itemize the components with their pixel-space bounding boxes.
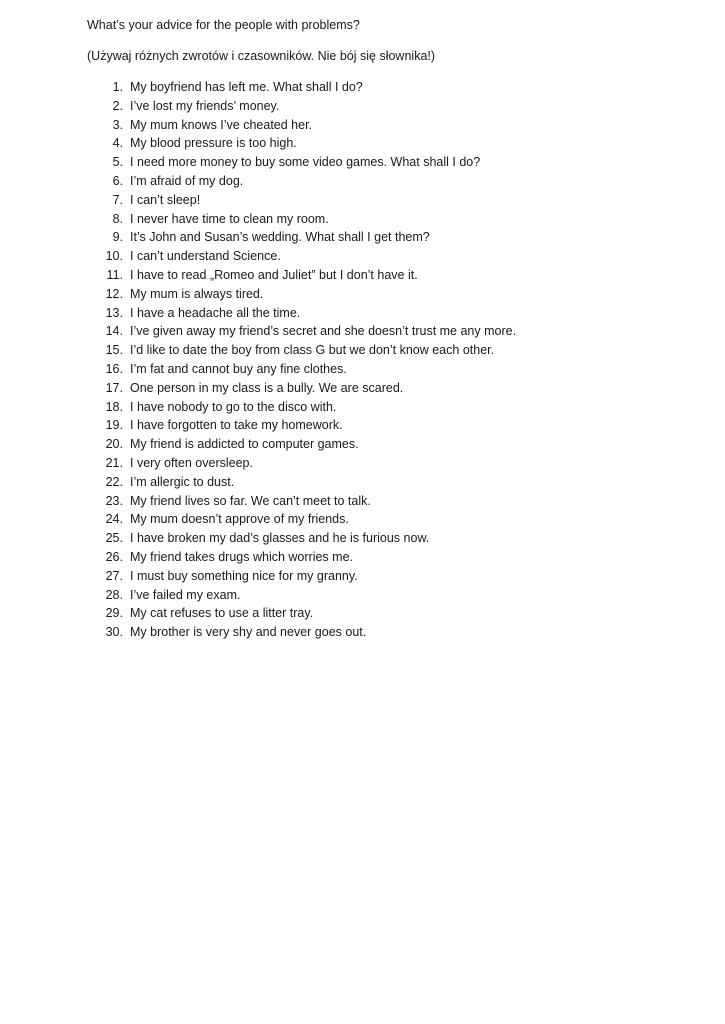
list-item-number: 1. <box>112 80 123 94</box>
list-item <box>0 247 725 266</box>
list-item-text: I must buy something nice for my granny. <box>130 568 358 583</box>
list-item-number: 30. <box>105 625 123 640</box>
list-item-number: 8. <box>112 211 123 226</box>
list-item <box>0 529 725 548</box>
list-item-number: 17. <box>105 380 123 395</box>
list-item-text: I’m allergic to dust. <box>130 474 235 489</box>
list-item-number: 9. <box>112 230 123 245</box>
list-item <box>0 210 725 229</box>
list-item-number: 6. <box>112 173 123 188</box>
list-item-number: 2. <box>112 98 123 113</box>
list-item-text: I’ve given away my friend’s secret and she doesn’t trust me any more. <box>130 324 517 339</box>
list-item-number: 11. <box>106 267 123 282</box>
list-item-text: I very often oversleep. <box>130 455 253 470</box>
list-item <box>0 228 725 247</box>
list-item <box>0 322 725 341</box>
problem-list <box>0 78 725 642</box>
list-item-number: 3. <box>112 117 123 132</box>
list-item-number: 10. <box>105 249 123 264</box>
list-item <box>0 285 725 304</box>
list-item-text: I’ve lost my friends’ money. <box>130 98 280 113</box>
list-item-number: 12. <box>105 286 123 301</box>
list-item-number: 21. <box>105 455 123 470</box>
list-item-text: I can’t understand Science. <box>130 249 281 264</box>
list-item-text: I have to read „Romeo and Juliet” but I don’t have it. <box>130 267 418 282</box>
list-item <box>0 379 725 398</box>
list-item-number: 7. <box>112 192 123 207</box>
list-item-number: 27. <box>105 568 123 583</box>
list-item-number: 13. <box>105 305 123 320</box>
list-item <box>0 492 725 511</box>
list-item <box>0 604 725 623</box>
list-item <box>0 97 725 116</box>
list-item-text: My brother is very shy and never goes out. <box>130 625 367 640</box>
list-item-number: 22. <box>105 474 123 489</box>
list-item-text: My mum knows I’ve cheated her. <box>130 117 313 132</box>
list-item <box>0 341 725 360</box>
list-item-number: 16. <box>105 361 123 376</box>
list-item-number: 28. <box>105 587 123 602</box>
list-item-number: 20. <box>105 437 123 452</box>
list-item-text: I have a headache all the time. <box>130 305 301 320</box>
list-item <box>0 623 725 642</box>
list-item <box>0 116 725 135</box>
list-item-number: 4. <box>112 136 123 151</box>
list-item-text: I have nobody to go to the disco with. <box>130 399 337 414</box>
list-item-number: 15. <box>105 343 123 358</box>
list-item-text: My blood pressure is too high. <box>130 136 297 151</box>
list-item-number: 24. <box>105 512 123 527</box>
list-item-text: My friend is addicted to computer games. <box>130 437 359 452</box>
list-item <box>0 416 725 435</box>
list-item-text: My cat refuses to use a litter tray. <box>130 606 314 621</box>
list-item-text: I have broken my dad’s glasses and he is furious now. <box>130 531 430 546</box>
list-item <box>0 586 725 605</box>
list-item-text: I’m afraid of my dog. <box>130 173 244 188</box>
list-item-number: 14. <box>105 324 123 339</box>
list-item <box>0 266 725 285</box>
list-item-text: I’ve failed my exam. <box>130 587 241 602</box>
list-item-number: 26. <box>105 549 123 564</box>
list-item <box>0 172 725 191</box>
list-item-text: It’s John and Susan’s wedding. What shall I get them? <box>130 230 430 245</box>
list-item <box>0 454 725 473</box>
list-item <box>0 567 725 586</box>
list-item-text: I need more money to buy some video games. What shall I do? <box>130 155 481 170</box>
list-item-text: My friend lives so far. We can’t meet to talk. <box>130 493 371 508</box>
list-item-text: I’m fat and cannot buy any fine clothes. <box>130 361 347 376</box>
list-item-text: I can’t sleep! <box>130 192 201 207</box>
list-item <box>0 191 725 210</box>
list-item <box>0 473 725 492</box>
list-item <box>0 510 725 529</box>
list-item <box>0 548 725 567</box>
list-item-text: My mum doesn’t approve of my friends. <box>130 512 349 527</box>
list-item <box>0 360 725 379</box>
list-item-number: 5. <box>112 155 123 170</box>
list-item-text: I never have time to clean my room. <box>130 211 329 226</box>
list-item-text: One person in my class is a bully. We are scared. <box>130 380 404 395</box>
document-instruction: (Używaj różnych zwrotów i czasowników. Nie bój się słownika!) <box>87 49 436 63</box>
list-item-number: 19. <box>105 418 123 433</box>
list-item <box>0 435 725 454</box>
document-title: What’s your advice for the people with problems? <box>87 18 360 32</box>
list-item-number: 29. <box>105 606 123 621</box>
list-item <box>0 78 725 97</box>
list-item-text: I’d like to date the boy from class G but we don’t know each other. <box>130 343 495 358</box>
list-item-number: 18. <box>105 399 123 414</box>
list-item <box>0 134 725 153</box>
list-item-number: 25. <box>105 531 123 546</box>
list-item <box>0 398 725 417</box>
list-item-text: My boyfriend has left me. What shall I do? <box>130 80 363 94</box>
list-item-text: I have forgotten to take my homework. <box>130 418 343 433</box>
list-item <box>0 153 725 172</box>
list-item-number: 23. <box>105 493 123 508</box>
list-item-text: My mum is always tired. <box>130 286 264 301</box>
list-item <box>0 304 725 323</box>
list-item-text: My friend takes drugs which worries me. <box>130 549 353 564</box>
